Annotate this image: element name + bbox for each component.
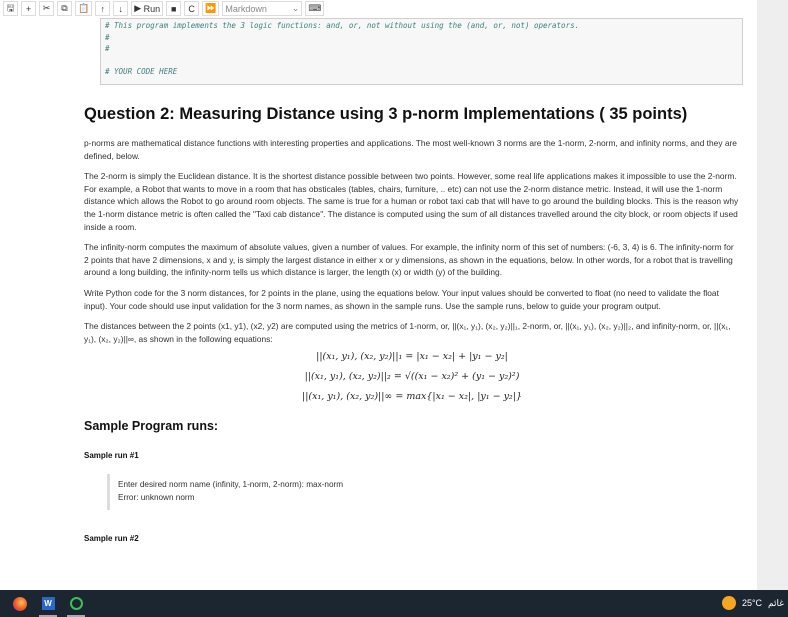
- run-label: Run: [143, 3, 161, 14]
- save-icon: 🖫: [6, 2, 15, 13]
- sample-run-title: Sample run #1: [84, 451, 139, 461]
- command-palette-button[interactable]: [305, 1, 324, 16]
- code-line: #: [105, 32, 110, 42]
- sample-run-output: [107, 474, 740, 510]
- play-icon: ▶: [134, 3, 142, 13]
- arrow-down-icon: ↓: [118, 3, 123, 14]
- paragraph: The 2-norm is simply the Euclidean distance. It is the shortest distance possible between two points. However, some real life applications makes it impossible to use the 2-norm. For example, a Robot that wants to move in a room that has obsticales (tables, chairs, furniture, .. etc) can not use the 2-norm distance metric. Instead, it will use the 1-norm distance which allows the Robot to go around room objects. The same is true for a human or robot taxi cab that will have to go around the building blocks. This is the reason why the 1-norm distance metric is often called the "Taxi cab distance". The distance is computed using the sum of all distances travelled around the city block, or room objects if used inside a room.: [84, 171, 739, 232]
- loading-ring-icon: [70, 597, 83, 610]
- copy-button[interactable]: [57, 1, 72, 16]
- code-line: # This program implements the 3 logic functions: and, or, not without using the (and, or, not) operators.: [105, 21, 580, 30]
- restart-button[interactable]: [184, 1, 199, 16]
- insert-cell-button[interactable]: [21, 1, 36, 16]
- run-button[interactable]: [131, 1, 163, 16]
- code-line: [105, 55, 738, 67]
- arrow-up-icon: ↑: [100, 3, 105, 14]
- equation-infinity-norm: ||(x₁, y₁), (x₂, y₂)||∞ = max{|x₁ − x₂|, |y₁ − y₂|}: [302, 391, 522, 403]
- sample-runs-heading: Sample Program runs:: [84, 419, 219, 434]
- paragraph: The distances between the 2 points (x1, y1), (x2, y2) are computed using the metrics of 1-norm, or, ||(x₁, y₁), (x₂, y₂)||₁, 2-norm, or, ||(x₁, y₁), (x₂, y₂)||₂, and infinity-norm, or, ||(x₁, y₁), (x₂, y₂)||∞, as shown in the following equations:: [84, 321, 731, 344]
- move-down-button[interactable]: [113, 1, 128, 16]
- plus-icon: +: [25, 3, 32, 14]
- weather-icon: [722, 596, 736, 610]
- output-line: Enter desired norm name (infinity, 1-norm, 2-norm): max-norm: [118, 480, 344, 490]
- stop-icon: ■: [170, 3, 177, 14]
- save-button[interactable]: [3, 1, 18, 16]
- cell-type-value: Markdown: [225, 3, 267, 14]
- paste-icon: 📋: [78, 3, 90, 13]
- word-taskbar-button[interactable]: [34, 590, 62, 617]
- copy-icon: ⧉: [61, 3, 68, 13]
- equations: [84, 347, 740, 407]
- cut-button[interactable]: [39, 1, 54, 16]
- restart-icon: C: [188, 3, 195, 14]
- code-line: # YOUR CODE HERE: [105, 67, 178, 76]
- sample-run-title: Sample run #2: [84, 534, 139, 544]
- stop-button[interactable]: [166, 1, 181, 16]
- chevron-down-icon: ⌄: [291, 3, 300, 13]
- code-line: #: [105, 44, 110, 53]
- taskbar: [0, 590, 788, 617]
- move-up-button[interactable]: [95, 1, 110, 16]
- firefox-taskbar-button[interactable]: [6, 590, 34, 617]
- markdown-cell: [84, 105, 740, 557]
- word-icon: W: [42, 597, 55, 610]
- question-heading: Question 2: Measuring Distance using 3 p-norm Implementations ( 35 points): [84, 105, 688, 123]
- code-cell[interactable]: [100, 18, 743, 85]
- paragraph: Write Python code for the 3 norm distances, for 2 points in the plane, using the equations below. Your input values should be converted to float (no need to validate the float input). Your code should use input validation for the 3 norm names, as shown in the sample runs. Use the sample runs, below to guide your program output.: [84, 287, 719, 311]
- scrollbar-area[interactable]: [757, 0, 788, 590]
- app-taskbar-button[interactable]: [62, 590, 90, 617]
- notebook-toolbar: [0, 0, 757, 17]
- temperature: 25°C: [741, 598, 763, 608]
- paragraph: The infinity-norm computes the maximum of absolute values, given a number of values. For example, the infinity norm of this set of numbers: (-6, 3, 4) is 6. The infinity-norm for 2 points that have 2 dimensions, x and y, is simply the largest distance in either x or y dimensions, as shown in the equations, below. In other words, for a robot that is travelling around a long building, the infinity-norm tells us which distance is larger, the length (x) or width (y) of the building.: [84, 242, 734, 278]
- equation-2-norm: ||(x₁, y₁), (x₂, y₂)||₂ = √((x₁ − x₂)² + (y₁ − y₂)²): [304, 371, 520, 383]
- output-line: Error: unknown norm: [118, 493, 195, 503]
- run-all-button[interactable]: [202, 1, 219, 16]
- paragraph: p-norms are mathematical distance functions with interesting properties and applications. The most well-known 3 norms are the 1-norm, 2-norm, and infinity norms, and they are defined, below.: [84, 138, 737, 161]
- fast-forward-icon: ⏩: [205, 3, 217, 13]
- paste-button[interactable]: [75, 1, 92, 16]
- firefox-icon: [13, 597, 27, 611]
- keyboard-icon: ⌨: [308, 3, 322, 13]
- weather-text: ﻏﺎﺋﻢ: [768, 597, 784, 608]
- cell-type-select[interactable]: [222, 1, 302, 16]
- equation-1-norm: ||(x₁, y₁), (x₂, y₂)||₁ = |x₁ − x₂| + |y₁ − y₂|: [316, 351, 508, 363]
- weather-widget[interactable]: [722, 596, 784, 610]
- scissors-icon: ✂: [42, 3, 51, 13]
